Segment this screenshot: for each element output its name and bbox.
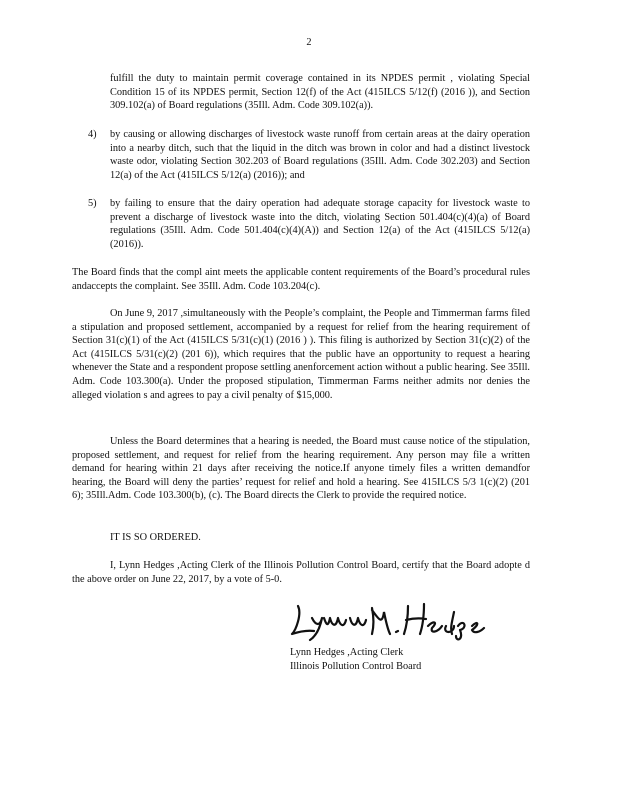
finding-paragraph: The Board finds that the compl aint meets the applicable content requirements of the Board’s procedural rules andaccepts the complaint. See 35Ill. Adm. Code 103.204(c). <box>72 267 530 292</box>
list-text: by causing or allowing discharges of livestock waste runoff from certain areas at the dairy operation into a nearby ditch, such that the liquid in the ditch was brown in color and had a distinct livestock waste odor, violating Section 302.203 of Board regulations (35Ill. Adm. Code 302.203) and Section 12(a) of the Act (415ILCS 5/12(a) (2016)); and <box>110 129 530 181</box>
signature-block <box>290 646 530 673</box>
stipulation-paragraph: On June 9, 2017 ,simultaneously with the People’s complaint, the People and Timmerman farms filed a stipulation and proposed settlement, accompanied by a request for relief from the hearing requirement of Section 31(c)(1) of the Act (415ILCS 5/31(c)(1) (2016 ) ). This filing is authorized by Section 31(c)(2) of the Act (415ILCS 5/31(c)(2) (201 6)), which requires that the public have an opportunity to request a hearing whenever the State and a respondent propose settling anenforcement action without a public hearing. See 35Ill. Adm. Code 103.300(a). Under the proposed stipulation, Timmerman Farms neither admits nor denies the alleged violation s and agrees to pay a civil penalty of $15,000. <box>72 308 530 401</box>
order-statement: IT IS SO ORDERED. <box>110 532 201 543</box>
list-text: by failing to ensure that the dairy operation had adequate storage capacity for livestock waste to prevent a discharge of livestock waste into the ditch, violating Section 501.404(c)(4)(a) of Board regulations (35Ill. Adm. Code 501.404(c)(4)(A)) and Section 12(a) of the Act (415ILCS 5/12(a) (2016)). <box>110 198 530 250</box>
signer-organization: Illinois Pollution Control Board <box>290 660 422 672</box>
page-number: 2 <box>306 37 312 48</box>
list-marker: 4) <box>88 129 97 140</box>
list-item <box>88 197 530 253</box>
list-item <box>88 128 530 184</box>
continuation-paragraph: fulfill the duty to maintain permit coverage contained in its NPDES permit , violating Special Condition 15 of its NPDES permit, Section 12(f) of the Act (415ILCS 5/12(f) (2016 )), and Section 309.102(a) of Board regulations (35Ill. Adm. Code 309.102(a)). <box>110 73 530 112</box>
notice-paragraph: Unless the Board determines that a hearing is needed, the Board must cause notice of the stipulation, proposed settlement, and request for relief from the hearing requirement. Any person may file a written demand for hearing within 21 days after receiving the notice.If anyone timely files a written demandfor hearing, the Board will deny the parties’ request for relief and hold a hearing. See 415ILCS 5/3 1(c)(2) (201 6); 35Ill.Adm. Code 103.300(b), (c). The Board directs the Clerk to provide the required notice. <box>72 436 530 502</box>
list-marker: 5) <box>88 198 97 209</box>
certification-paragraph: I, Lynn Hedges ,Acting Clerk of the Illinois Pollution Control Board, certify that the Board adopte d the above order on June 22, 2017, by a vote of 5-0. <box>72 560 530 585</box>
signer-name: Lynn Hedges ,Acting Clerk <box>290 647 404 658</box>
signature <box>286 600 486 642</box>
